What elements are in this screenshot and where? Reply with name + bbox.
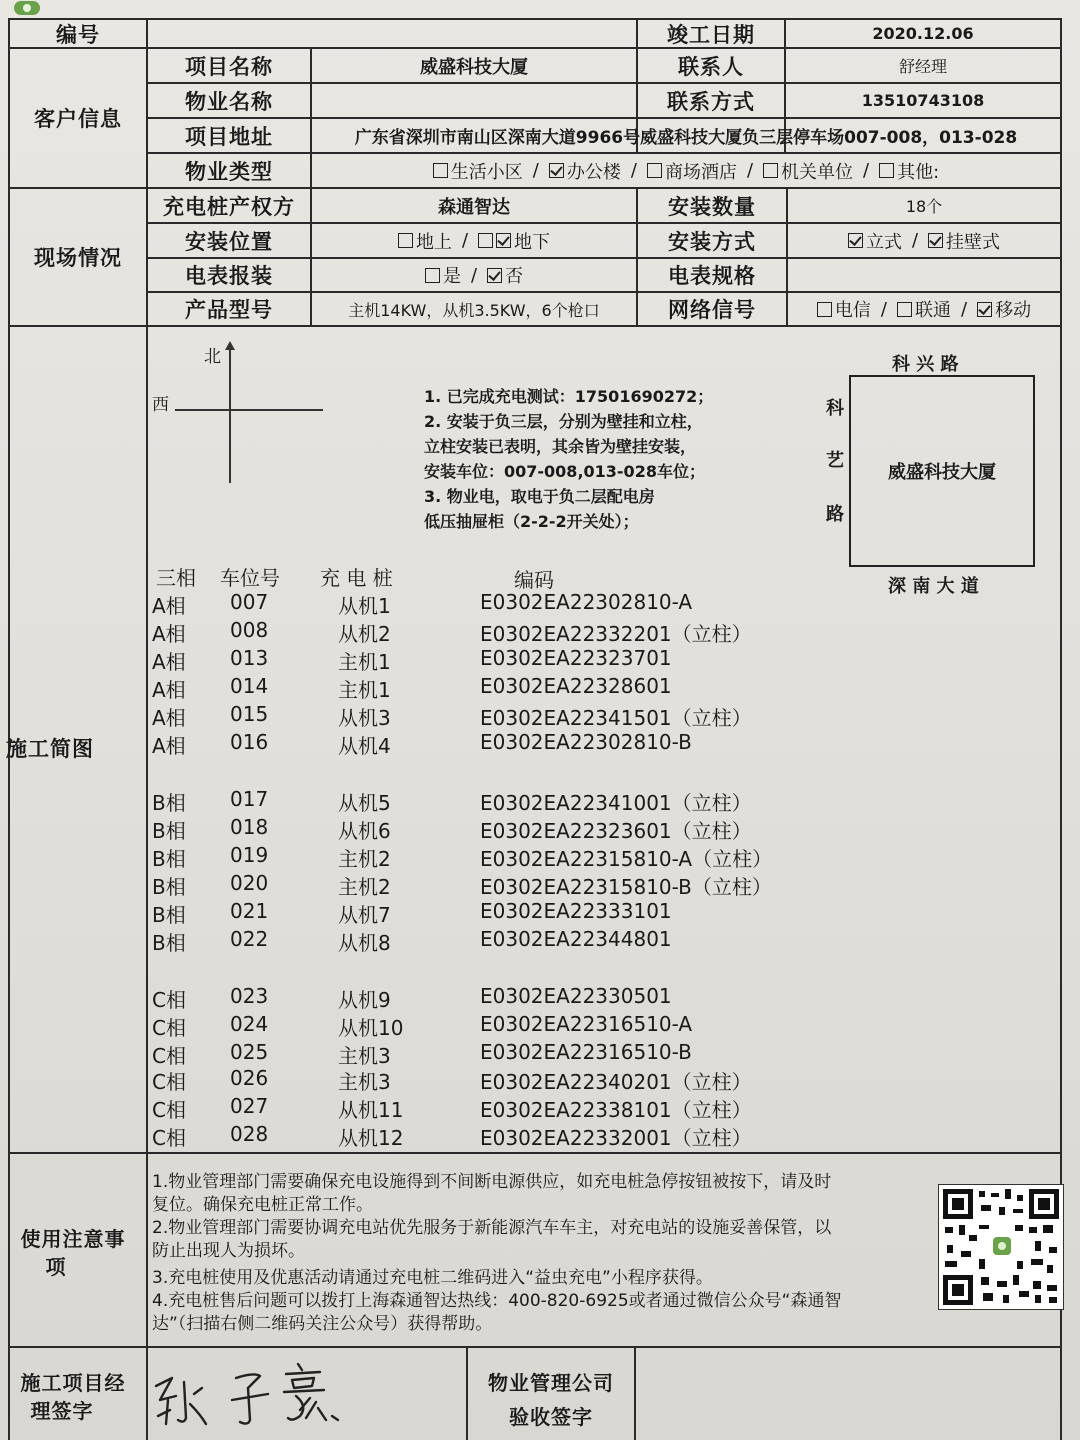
meter-no[interactable]: 否 — [487, 262, 523, 288]
usage-section-label-2: 项 — [45, 1254, 67, 1279]
location-above-ground[interactable]: 地上 — [398, 228, 452, 254]
usage-line-3: 2.物业管理部门需要协调充电站优先服务于新能源汽车车主，对充电站的设施妥善保管，以 — [152, 1218, 832, 1238]
owner-label: 充电桩产权方 — [163, 194, 295, 219]
compass-north: 北 — [204, 347, 221, 367]
row-pile: 从机1 — [338, 594, 391, 618]
meter-label: 电表报装 — [185, 264, 273, 288]
contact-label: 联系人 — [678, 54, 744, 79]
checkbox-icon — [647, 163, 662, 178]
row-pile: 主机3 — [338, 1070, 391, 1094]
map-west-road-3: 路 — [826, 504, 844, 525]
row-phase: B相 — [152, 791, 186, 815]
address-value: 广东省深圳市南山区深南大道9966号威盛科技大厦负三层停车场007-008，013-028 — [354, 128, 1018, 148]
contact-value: 舒经理 — [898, 57, 947, 76]
row-slot: 008 — [230, 618, 269, 642]
row-code: E0302EA22302810-A — [480, 590, 693, 614]
note-line-4: 安装车位：007-008,013-028车位； — [424, 462, 705, 481]
header-code: 编码 — [514, 568, 554, 592]
row-pile: 从机6 — [338, 819, 391, 843]
address-label: 项目地址 — [185, 124, 273, 149]
row-pile: 主机2 — [338, 875, 391, 899]
checkbox-checked-icon — [848, 233, 863, 248]
row-code: E0302EA22323601（立柱） — [480, 819, 752, 843]
row-code: E0302EA22332201（立柱） — [480, 622, 752, 646]
checkbox-icon — [425, 268, 440, 283]
row-code: E0302EA22340201（立柱） — [480, 1070, 752, 1094]
row-phase: C相 — [152, 1126, 186, 1150]
row-slot: 021 — [230, 899, 269, 923]
location-underground[interactable]: 地下 — [478, 228, 550, 254]
completion-date-value: 2020.12.06 — [872, 24, 974, 43]
completion-date-label: 竣工日期 — [667, 22, 755, 47]
row-code: E0302EA22323701 — [480, 646, 672, 670]
property-type-other[interactable]: 其他: — [879, 158, 939, 184]
checkbox-checked-icon — [977, 302, 992, 317]
property-type-residential[interactable]: 生活小区 — [433, 158, 523, 184]
row-pile: 主机1 — [338, 650, 391, 674]
row-phase: C相 — [152, 1016, 186, 1040]
meter-options: 是 / 否 — [312, 259, 636, 291]
row-code: E0302EA22328601 — [480, 674, 672, 698]
row-code: E0302EA22341001（立柱） — [480, 791, 752, 815]
note-line-2: 2. 安装于负三层，分别为壁挂和立柱， — [424, 412, 703, 431]
north-arrow-icon — [225, 341, 235, 350]
property-type-office[interactable]: 办公楼 — [549, 158, 621, 184]
property-type-label: 物业类型 — [185, 159, 273, 184]
map-building-name: 威盛科技大厦 — [888, 462, 996, 483]
row-slot: 018 — [230, 815, 269, 839]
owner-value: 森通智达 — [438, 196, 510, 218]
row-slot: 013 — [230, 646, 269, 670]
checkbox-icon — [398, 233, 413, 248]
note-line-5: 3. 物业电，取电于负二层配电房 — [424, 487, 655, 506]
checkbox-icon — [478, 233, 493, 248]
row-phase: B相 — [152, 875, 186, 899]
method-standing[interactable]: 立式 — [848, 228, 902, 254]
row-code: E0302EA22316510-B — [480, 1040, 692, 1064]
usage-line-6: 4.充电桩售后问题可以拨打上海森通智达热线：400-820-6925或者通过微信公众号“森通智 — [152, 1291, 842, 1311]
customer-section-label: 客户信息 — [34, 107, 122, 131]
map-south-road: 深 南 大 道 — [888, 576, 979, 597]
property-type-options: 生活小区 / 办公楼 / 商场酒店 / 机关单位 / 其他: — [312, 154, 1060, 187]
header-phase: 三相 — [156, 566, 196, 590]
row-phase: B相 — [152, 819, 186, 843]
network-telecom[interactable]: 电信 — [817, 296, 871, 322]
row-slot: 020 — [230, 871, 269, 895]
install-location-label: 安装位置 — [185, 229, 273, 254]
phone-value: 13510743108 — [861, 91, 985, 110]
drawing-section-label: 施工简图 — [6, 737, 94, 761]
row-slot: 028 — [230, 1122, 269, 1146]
row-code: E0302EA22333101 — [480, 899, 672, 923]
pm-sign-label-1: 施工项目经 — [20, 1370, 126, 1395]
map-west-road-2: 艺 — [826, 450, 844, 471]
row-pile: 从机2 — [338, 622, 391, 646]
checkbox-checked-icon — [549, 163, 564, 178]
row-slot: 022 — [230, 927, 269, 951]
row-slot: 026 — [230, 1066, 269, 1090]
project-name-value: 威盛科技大厦 — [420, 56, 528, 78]
row-pile: 从机7 — [338, 903, 391, 927]
property-type-government[interactable]: 机关单位 — [763, 158, 853, 184]
network-unicom[interactable]: 联通 — [897, 296, 951, 322]
row-pile: 从机11 — [338, 1098, 404, 1122]
row-pile: 主机1 — [338, 678, 391, 702]
qr-code-icon[interactable] — [938, 1184, 1064, 1310]
row-slot: 023 — [230, 984, 269, 1008]
checkbox-icon — [817, 302, 832, 317]
row-pile: 从机9 — [338, 988, 391, 1012]
property-sign-label-2: 验收签字 — [509, 1404, 593, 1429]
install-location-options: 地上 / 地下 — [312, 224, 636, 257]
row-pile: 从机10 — [338, 1016, 404, 1040]
meter-spec-value — [788, 259, 1060, 291]
row-phase: B相 — [152, 931, 186, 955]
property-signature-area[interactable] — [636, 1348, 1060, 1440]
row-slot: 027 — [230, 1094, 269, 1118]
note-line-3: 立柱安装已表明，其余皆为壁挂安装， — [424, 437, 697, 456]
row-phase: C相 — [152, 1098, 186, 1122]
header-pile: 充 电 桩 — [320, 566, 393, 590]
row-slot: 017 — [230, 787, 269, 811]
checkbox-icon — [433, 163, 448, 178]
row-phase: A相 — [152, 734, 186, 758]
note-line-1: 1. 已完成充电测试：17501690272； — [424, 387, 714, 406]
row-code: E0302EA22344801 — [480, 927, 672, 951]
logo-bar — [0, 0, 1080, 16]
row-code: E0302EA22315810-A（立柱） — [480, 847, 773, 871]
row-code: E0302EA22341501（立柱） — [480, 706, 752, 730]
meter-yes[interactable]: 是 — [425, 262, 461, 288]
row-phase: A相 — [152, 650, 186, 674]
project-name-label: 项目名称 — [185, 54, 273, 79]
usage-line-5: 3.充电桩使用及优惠活动请通过充电桩二维码进入“益虫充电”小程序获得。 — [152, 1268, 713, 1288]
row-phase: B相 — [152, 903, 186, 927]
row-slot: 014 — [230, 674, 269, 698]
row-phase: A相 — [152, 594, 186, 618]
row-code: E0302EA22332001（立柱） — [480, 1126, 752, 1150]
compass-west: 西 — [152, 395, 169, 415]
row-code: E0302EA22316510-A — [480, 1012, 693, 1036]
row-phase: C相 — [152, 1070, 186, 1094]
row-pile: 从机8 — [338, 931, 391, 955]
row-code: E0302EA22330501 — [480, 984, 672, 1008]
code-label: 编号 — [56, 22, 100, 47]
row-phase: A相 — [152, 622, 186, 646]
usage-line-1: 1.物业管理部门需要确保充电设施得到不间断电源供应，如充电桩急停按钮被按下，请及时 — [152, 1172, 832, 1192]
checkbox-checked-icon — [496, 233, 511, 248]
property-type-mall-hotel[interactable]: 商场酒店 — [647, 158, 737, 184]
pm-sign-label-2: 理签字 — [30, 1398, 94, 1423]
usage-line-7: 达”（扫描右侧二维码关注公众号）获得帮助。 — [152, 1314, 493, 1334]
checkbox-checked-icon — [487, 268, 502, 283]
property-name-label: 物业名称 — [185, 89, 273, 114]
checkbox-checked-icon — [928, 233, 943, 248]
map-north-road: 科 兴 路 — [892, 354, 959, 375]
row-phase: C相 — [152, 988, 186, 1012]
network-label: 网络信号 — [668, 298, 756, 322]
row-slot: 025 — [230, 1040, 269, 1064]
install-method-options: 立式 / 挂壁式 — [788, 224, 1060, 257]
row-phase: C相 — [152, 1044, 186, 1068]
row-slot: 015 — [230, 702, 269, 726]
checkbox-icon — [763, 163, 778, 178]
row-pile: 从机4 — [338, 734, 391, 758]
row-slot: 007 — [230, 590, 269, 614]
network-mobile[interactable]: 移动 — [977, 296, 1031, 322]
row-slot: 024 — [230, 1012, 269, 1036]
row-phase: B相 — [152, 847, 186, 871]
pm-signature — [150, 1356, 380, 1428]
code-value — [148, 20, 636, 47]
usage-line-2: 复位。确保充电桩正常工作。 — [152, 1195, 373, 1215]
row-pile: 主机2 — [338, 847, 391, 871]
row-pile: 从机12 — [338, 1126, 404, 1150]
row-code: E0302EA22315810-B（立柱） — [480, 875, 772, 899]
row-pile: 主机3 — [338, 1044, 391, 1068]
row-slot: 019 — [230, 843, 269, 867]
property-name-value — [312, 84, 636, 117]
network-options: 电信 / 联通 / 移动 — [788, 293, 1060, 325]
note-line-6: 低压抽屉柜（2-2-2开关处）； — [424, 512, 639, 531]
row-pile: 从机5 — [338, 791, 391, 815]
model-label: 产品型号 — [185, 298, 273, 322]
usage-line-4: 防止出现人为损坏。 — [152, 1241, 305, 1261]
header-slot: 车位号 — [220, 566, 280, 590]
site-section-label: 现场情况 — [34, 246, 122, 270]
row-slot: 016 — [230, 730, 269, 754]
usage-section-label-1: 使用注意事 — [20, 1226, 126, 1251]
method-wall-mounted[interactable]: 挂壁式 — [928, 228, 1000, 254]
checkbox-icon — [897, 302, 912, 317]
checkbox-icon — [879, 163, 894, 178]
install-qty-label: 安装数量 — [668, 194, 756, 219]
install-qty-value: 18个 — [905, 197, 943, 216]
row-phase: A相 — [152, 706, 186, 730]
row-code: E0302EA22302810-B — [480, 730, 692, 754]
phone-label: 联系方式 — [667, 89, 755, 114]
model-value: 主机14KW，从机3.5KW，6个枪口 — [348, 300, 600, 320]
meter-spec-label: 电表规格 — [668, 264, 756, 288]
row-pile: 从机3 — [338, 706, 391, 730]
leaf-logo-icon — [14, 1, 40, 15]
property-sign-label-1: 物业管理公司 — [488, 1370, 614, 1395]
row-phase: A相 — [152, 678, 186, 702]
row-code: E0302EA22338101（立柱） — [480, 1098, 752, 1122]
install-method-label: 安装方式 — [668, 229, 756, 254]
map-west-road-1: 科 — [826, 398, 844, 419]
